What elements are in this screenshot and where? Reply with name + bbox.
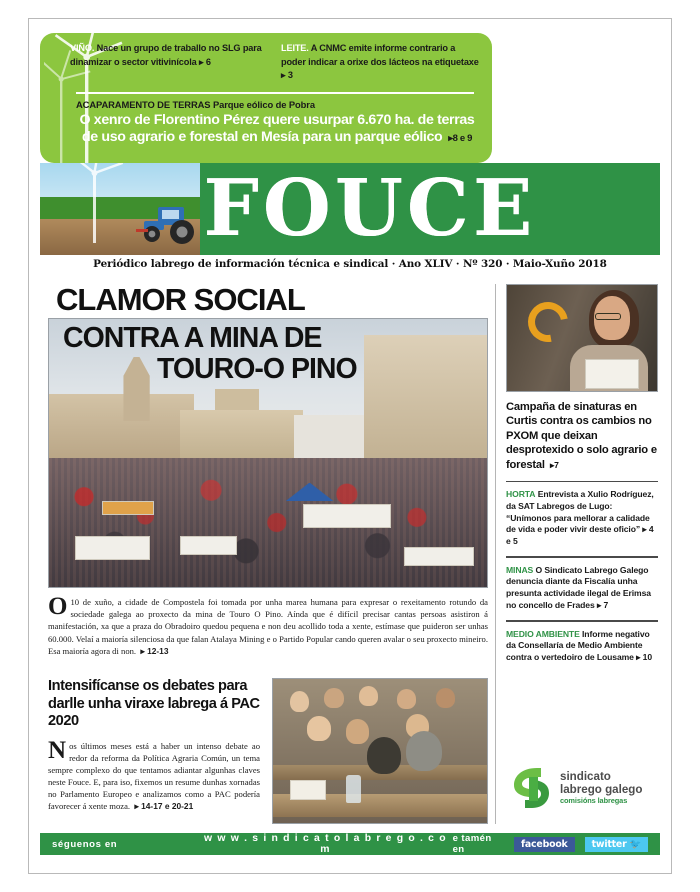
photo-protest-banner: [75, 536, 149, 560]
main-headline-line1: CLAMOR SOCIAL: [56, 282, 305, 317]
sidebar-item-minas-kicker: MINAS: [506, 564, 534, 575]
attendee-head: [346, 719, 370, 743]
brief-leite-page: ▸ 3: [281, 70, 293, 80]
sidebar-divider: [506, 556, 658, 557]
photo-protest-banner: [303, 504, 391, 528]
masthead-subtitle: Periódico labrego de información técnica e sindical · Ano XLIV · Nº 320 · Maio-Xuño 2018: [93, 258, 607, 270]
photo-water-bottle: [346, 775, 361, 802]
sidebar-item-horta-page: ▸ 4 e 5: [506, 524, 654, 546]
attendee-head: [359, 686, 378, 706]
slg-logo-wordmark: [560, 771, 642, 804]
facebook-button[interactable]: facebook: [514, 837, 575, 852]
sidebar-item-medio-ambiente-kicker: MEDIO AMBIENTE: [506, 628, 580, 639]
brief-vino-text: Nace un grupo de traballo no SLG para dinamizar o sector vitivinícola: [70, 43, 262, 67]
signature-sheet: [585, 359, 639, 389]
sidebar-lead-text: Campaña de sinaturas en Curtis contra os cambios no PXOM que deixan desprotexido o solo agrario e forestal: [506, 401, 657, 471]
top-briefs: [70, 42, 482, 84]
brief-vino[interactable]: [70, 42, 271, 84]
banner-lead-kicker: ACAPARAMENTO DE TERRAS Parque eólico de Pobra: [76, 99, 315, 110]
attendee-head: [324, 688, 343, 708]
footer-bar: [40, 833, 660, 855]
attendee-head-front: [367, 737, 401, 774]
attendee-head: [290, 691, 309, 713]
sidebar-lead-story[interactable]: [506, 400, 658, 472]
brief-leite[interactable]: [281, 42, 482, 84]
sidebar-item-minas-page: ▸ 7: [596, 599, 609, 610]
banner-lead-subkicker: Parque eólico de Pobra: [212, 99, 315, 110]
slg-logo-line2: labrego galego: [560, 783, 643, 796]
sidebar-lead-page: ▸7: [547, 459, 559, 470]
main-story-text: 10 de xuño, a cidade de Compostela foi tomada por unha marea humana para expresar o rexeitamento rotundo da sociedade galega ao proxecto da mina de Touro O Pino. Aínda que é difícil precisar cantas persoas asistiron á manifestación, xa que a praza do Obradoiro quedou pequena e non deu acollido toda a xente, estímase que puideron ser unhas 60.000. Velaí a maioría silenciosa da que falan Atalaya Mining e o Partido Popular cando queren avalar o seu proxecto mineiro. Esa maioría agora di non.: [48, 597, 488, 656]
slg-logo-icon: [510, 765, 552, 811]
sidebar-divider: [506, 481, 658, 482]
brief-vino-page: ▸ 6: [198, 56, 211, 67]
main-story-photo: [48, 318, 488, 588]
sidebar-divider: [506, 620, 658, 621]
photo-building-right-small: [294, 415, 364, 463]
sidebar-item-horta-text: Entrevista a Xulio Rodríguez, da SAT Labregos de Lugo: “Unímonos para mellorar a calidade de vida e poder vivir deste oficio”: [506, 489, 654, 535]
banner-lead-page: ▸8 e 9: [445, 133, 473, 144]
main-headline-line2: CONTRA A MINA DE: [63, 322, 322, 354]
brief-vino-kicker: VIÑO.: [70, 43, 95, 53]
main-story-page: ▸ 12-13: [138, 645, 169, 656]
photo-building-left: [48, 394, 194, 464]
secondary-story-body: [48, 737, 260, 813]
secondary-story-headline: Intensifícanse os debates para darlle unha viraxe labrega á PAC 2020: [48, 678, 260, 730]
sidebar-item-medio-ambiente-text: Informe negativo da Consellaría de Medio Ambiente contra o vertedoiro de Lousame: [506, 628, 650, 662]
main-headline-line3: TOURO-O PINO: [157, 353, 357, 385]
right-sidebar: [506, 284, 658, 663]
photo-protest-banner: [404, 547, 474, 566]
slg-logo-line1: sindicato: [560, 770, 611, 784]
photo-crowd: [49, 458, 487, 587]
attendee-head: [397, 689, 416, 709]
slg-logo-line3: comisións labregas: [560, 795, 628, 805]
twitter-label: twitter: [591, 838, 627, 850]
banner-lead-headline: O xenro de Florentino Pérez quere usurpar 6.670 ha. de terras de uso agrario e forestal en Mesía para un parque eólico ▸8 e 9: [79, 112, 475, 145]
main-story-body: [48, 593, 488, 657]
secondary-story-dropcap: N: [48, 737, 67, 764]
photo-protest-banner: [102, 501, 155, 514]
banner-divider: [76, 92, 474, 94]
sidebar-item-horta[interactable]: [506, 489, 658, 547]
photo-building-center: [180, 410, 303, 464]
secondary-story-page: ▸ 14-17 e 20-21: [132, 801, 194, 812]
twitter-bird-icon: 🐦: [629, 838, 641, 850]
photo-protest-banner: [180, 536, 237, 555]
photo-name-card: [290, 780, 326, 800]
sidebar-item-medio-ambiente-page: ▸ 10: [636, 651, 653, 662]
brief-leite-kicker: LEITE.: [281, 43, 309, 53]
banner-lead-story[interactable]: [76, 99, 478, 147]
main-headline-overlay: [49, 323, 488, 385]
secondary-story-photo: [272, 678, 488, 824]
sidebar-item-minas[interactable]: [506, 565, 658, 611]
sidebar-item-medio-ambiente[interactable]: [506, 629, 658, 664]
footer-website-url[interactable]: w w w . s i n d i c a t o l a b r e g o . c o m: [204, 833, 447, 855]
twitter-button[interactable]: [585, 837, 648, 852]
footer-also-label: e tamén en: [452, 833, 492, 855]
brief-leite-text: A CNMC emite informe contrario a poder indicar a orixe dos lácteos na etiquetaxe: [281, 43, 479, 67]
footer-follow-label: séguenos en: [52, 838, 118, 850]
glasses-icon: [595, 313, 621, 320]
sidebar-item-horta-kicker: HORTA: [506, 489, 536, 500]
masthead-banner: [40, 163, 660, 255]
sidebar-photo: [506, 284, 658, 392]
sidebar-item-minas-text: O Sindicato Labrego Galego denuncia diante da Fiscalía unha presunta actividade ilegal de Erimsa no concello de Frades: [506, 564, 651, 610]
attendee-head: [307, 716, 331, 740]
masthead-title: FOUCE: [203, 163, 537, 254]
attendee-head-front: [406, 731, 442, 771]
secondary-story-text: os últimos meses está a haber un intenso debate ao redor da reforma da Política Agraria Común, un tema sempre complexo do que tentamos adiantar algunhas claves neste Fouce. E, para iso, fixemos un resume dunhas xornadas no Parlamento Europeo e analizamos como a PAC podería favorecer á xente moza.: [48, 741, 260, 812]
slg-logo: [510, 760, 658, 816]
attendee-head: [436, 688, 455, 708]
column-divider: [495, 284, 496, 824]
main-story-dropcap: O: [48, 593, 68, 620]
